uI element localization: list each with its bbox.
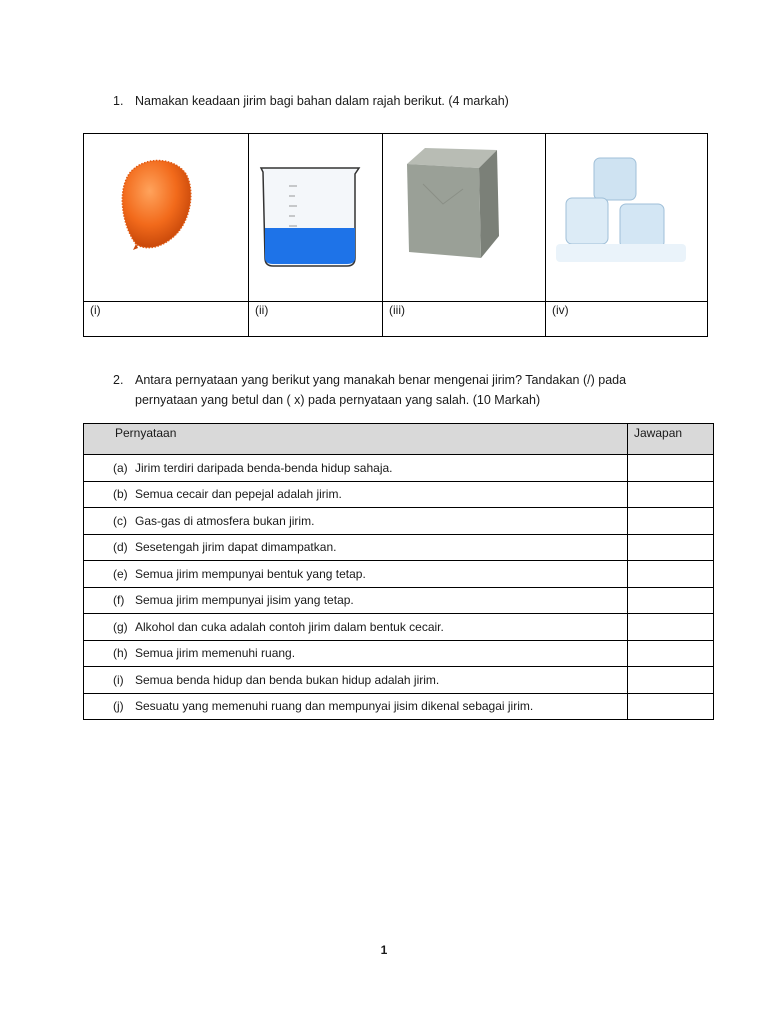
answer-cell[interactable] [628,693,714,720]
header-answer: Jawapan [628,424,714,455]
question-2-number: 2. [113,373,124,387]
row-letter: (j) [113,699,124,714]
image-cell-metal-cube [383,134,546,302]
question-1 [113,91,509,111]
table-row [84,614,714,641]
answer-cell[interactable] [628,481,714,508]
row-statement: Semua cecair dan pepejal adalah jirim. [135,487,342,502]
table-row [84,508,714,535]
table-row [84,534,714,561]
page-number: 1 [380,943,388,957]
row-letter: (a) [113,460,128,475]
question-2-text: Antara pernyataan yang berikut yang manakah benar mengenai jirim? Tandakan (/) pada pernyataan yang betul dan ( x) pada pernyataan yang salah. (10 Markah) [135,373,627,407]
answer-cell[interactable] [628,587,714,614]
answer-cell[interactable] [628,508,714,535]
statements-table [83,423,714,720]
balloon-icon [84,134,249,301]
table-row [84,640,714,667]
metal-cube-icon [383,134,546,301]
row-statement: Jirim terdiri daripada benda-benda hidup sahaja. [135,460,393,475]
table-row [84,667,714,694]
matter-images-table [83,133,708,337]
row-letter: (i) [113,672,124,687]
image-cell-beaker [249,134,383,302]
row-statement: Sesetengah jirim dapat dimampatkan. [135,540,337,555]
question-2 [113,370,655,410]
image-label: (iii) [383,302,546,337]
row-statement: Semua benda hidup dan benda bukan hidup adalah jirim. [135,672,440,687]
row-letter: (b) [113,487,128,502]
table-row [84,561,714,588]
table-row [84,693,714,720]
image-label: (i) [84,302,249,337]
question-1-number: 1. [113,94,124,108]
row-statement: Gas-gas di atmosfera bukan jirim. [135,513,315,528]
row-letter: (h) [113,646,128,661]
row-letter: (g) [113,619,128,634]
answer-cell[interactable] [628,667,714,694]
answer-cell[interactable] [628,614,714,641]
image-cell-ice-cubes [546,134,708,302]
image-label: (ii) [249,302,383,337]
row-statement: Semua jirim mempunyai bentuk yang tetap. [135,566,366,581]
row-letter: (e) [113,566,128,581]
table-row [84,587,714,614]
row-letter: (c) [113,513,127,528]
row-statement: Sesuatu yang memenuhi ruang dan mempunyai jisim dikenal sebagai jirim. [135,699,534,714]
row-statement: Semua jirim mempunyai jisim yang tetap. [135,593,354,608]
image-cell-balloon [84,134,249,302]
ice-cubes-icon [546,134,708,301]
answer-cell[interactable] [628,640,714,667]
table-row [84,455,714,482]
answer-cell[interactable] [628,561,714,588]
image-label: (iv) [546,302,708,337]
row-letter: (d) [113,540,128,555]
answer-cell[interactable] [628,534,714,561]
answer-cell[interactable] [628,455,714,482]
row-statement: Alkohol dan cuka adalah contoh jirim dalam bentuk cecair. [135,619,444,634]
row-statement: Semua jirim memenuhi ruang. [135,646,296,661]
table-row [84,481,714,508]
beaker-icon [249,134,383,301]
row-letter: (f) [113,593,125,608]
header-statement: Pernyataan [84,424,628,455]
question-1-text: Namakan keadaan jirim bagi bahan dalam rajah berikut. (4 markah) [135,94,509,108]
